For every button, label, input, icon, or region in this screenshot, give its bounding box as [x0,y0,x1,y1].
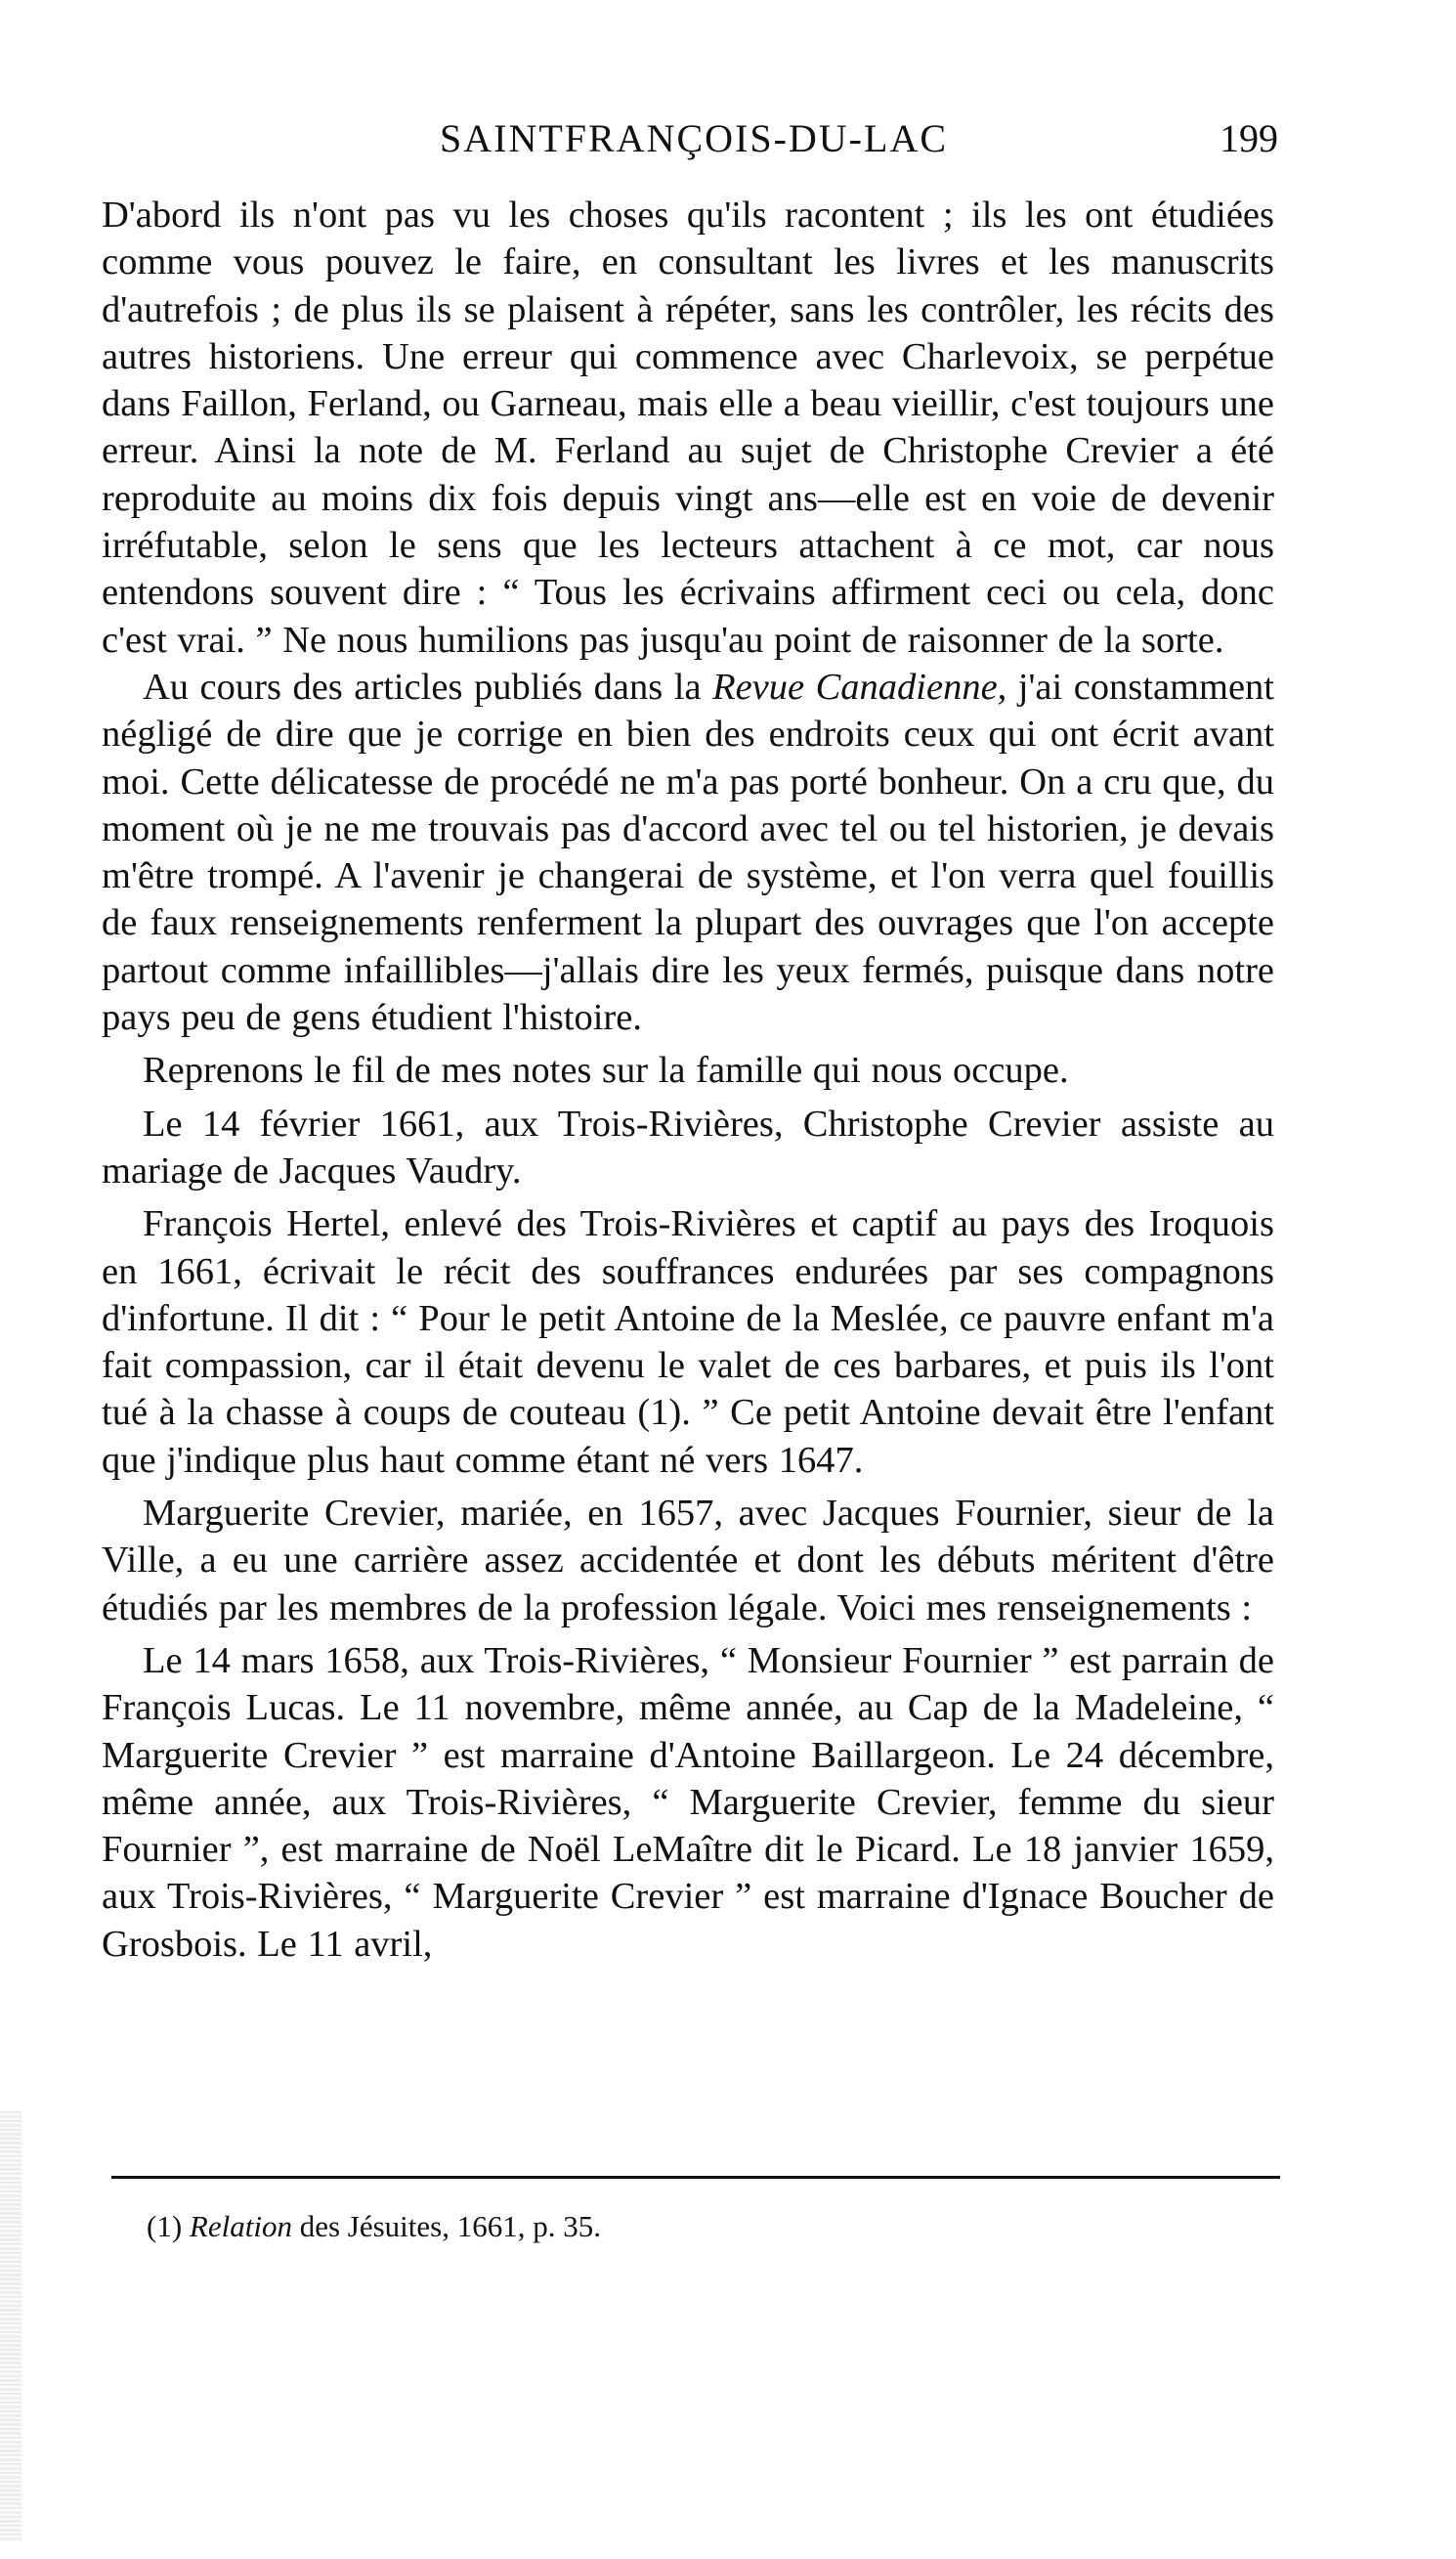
footnote-marker: (1) [147,2209,183,2243]
footnote-divider [111,2176,1280,2179]
running-title: SAINTFRANÇOIS-DU-LAC [439,116,949,160]
paragraph-3: Reprenons le fil de mes notes sur la famille qui nous occupe. [143,1050,1069,1092]
scan-edge-noise [0,2111,21,2541]
page-number: 199 [1220,116,1278,160]
paragraph-6: Marguerite Crevier, mariée, en 1657, avec Jacques Fournier, sieur de la Ville, a eu une carrière assez accidentée et dont les débuts méritent d'être étudiés par les membres de la profession légale. Voici mes renseignements : [102,1493,1274,1628]
paragraph-2-text-after: j'ai constamment négligé de dire que je corrige en bien des endroits ceux qui ont écrit avant moi. Cette délicatesse de procédé ne m'a pas porté bonheur. On a cru que, du moment où je ne me trouvais pas d'accord avec tel ou tel historien, je devais m'être trompé. A l'avenir je changerai de système, et l'on verra quel fouillis de faux renseignements renferment la plupart des ouvrages que l'on accepte partout comme infaillibles—j'allais dire les yeux fermés, puisque dans notre pays peu de gens étudient l'histoire. [102,666,1274,1039]
footnote [147,2207,1221,2246]
running-header [98,115,1290,174]
journal-title-italic: Revue Canadienne, [712,666,1007,708]
paragraph-4: Le 14 février 1661, aux Trois-Rivières, Christophe Crevier assiste au mariage de Jacques Vaudry. [102,1103,1274,1192]
body-text [102,192,1274,1968]
paragraph-5: François Hertel, enlevé des Trois-Rivières et captif au pays des Iroquois en 1661, écrivait le récit des souffrances endurées par ses compagnons d'infortune. Il dit : “ Pour le petit Antoine de la Meslée, ce pauvre enfant m'a fait compassion, car il était devenu le valet de ces barbares, et puis ils l'ont tué à la chasse à coups de couteau (1). ” Ce petit Antoine devait être l'enfant que j'indique plus haut comme étant né vers 1647. [102,1203,1274,1481]
paragraph-1: D'abord ils n'ont pas vu les choses qu'ils racontent ; ils les ont étudiées comme vous pouvez le faire, en consultant les livres et les manuscrits d'autrefois ; de plus ils se plaisent à répéter, sans les contrôler, les récits des autres historiens. Une erreur qui commence avec Charlevoix, se perpétue dans Faillon, Ferland, ou Garneau, mais elle a beau vieillir, c'est toujours une erreur. Ainsi la note de M. Ferland au sujet de Christophe Crevier a été reproduite au moins dix fois depuis vingt ans—elle est en voie de devenir irréfutable, selon le sens que les lecteurs attachent à ce mot, car nous entendons souvent dire : “ Tous les écrivains affirment ceci ou cela, donc c'est vrai. ” Ne nous humilions pas jusqu'au point de raisonner de la sorte. [102,195,1274,661]
footnote-italic-title: Relation [189,2209,292,2243]
footnote-text: des Jésuites, 1661, p. 35. [291,2209,601,2243]
paragraph-2-text-before: Au cours des articles publiés dans la [143,666,713,708]
paragraph-2 [102,664,1274,1041]
paragraph-7: Le 14 mars 1658, aux Trois-Rivières, “ Monsieur Fournier ” est parrain de François Lucas. Le 11 novembre, même année, au Cap de la Madeleine, “ Marguerite Crevier ” est marraine d'Antoine Baillargeon. Le 24 décembre, même année, aux Trois-Rivières, “ Marguerite Crevier, femme du sieur Fournier ”, est marraine de Noël LeMaître dit le Picard. Le 18 janvier 1659, aux Trois-Rivières, “ Marguerite Crevier ” est marraine d'Ignace Boucher de Grosbois. Le 11 avril, [102,1639,1274,1965]
